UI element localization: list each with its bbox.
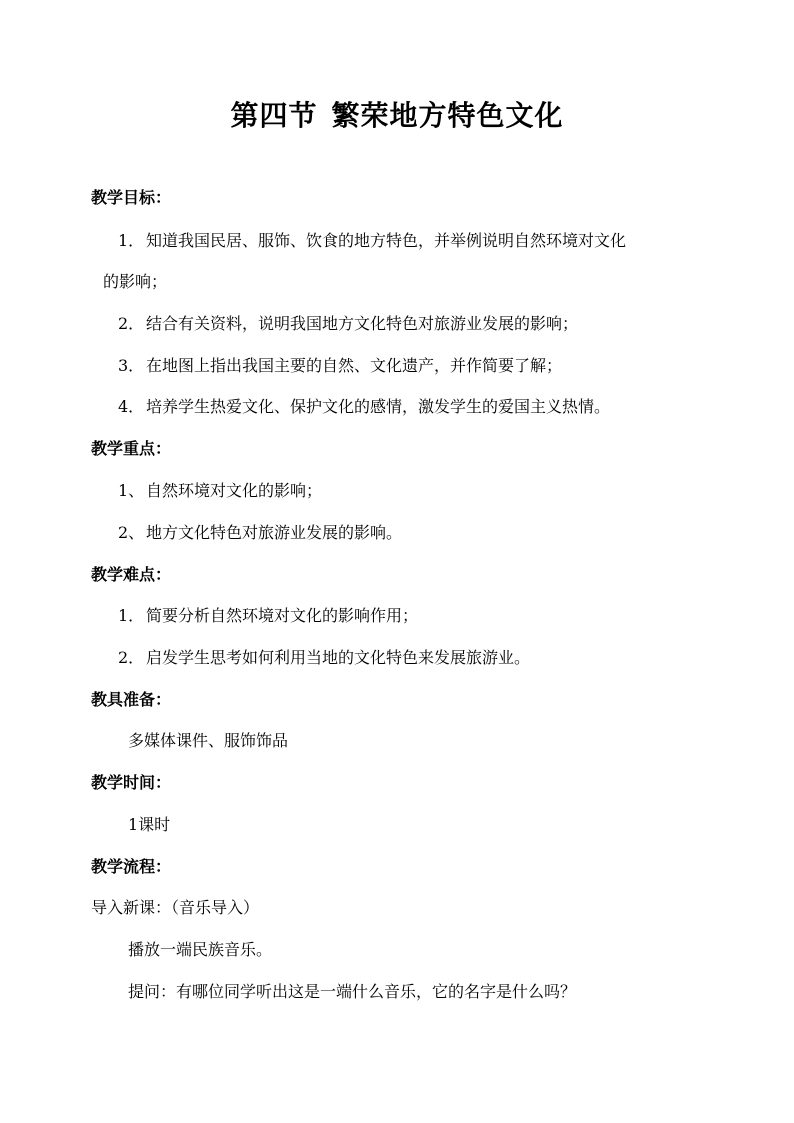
time-heading: 教学时间：	[91, 773, 172, 792]
objective-number: 3．	[118, 356, 145, 375]
process-heading: 教学流程：	[91, 857, 172, 876]
objective-item-2	[118, 312, 578, 336]
difficulties-heading: 教学难点：	[91, 565, 172, 584]
key-point-text: 地方文化特色对旅游业发展的影响。	[146, 523, 403, 542]
objective-item-4	[118, 395, 610, 419]
objective-text: 培养学生热爱文化、保护文化的感情，激发学生的爱国主义热情。	[146, 397, 611, 416]
objective-text: 在地图上指出我国主要的自然、文化遗产，并作简要了解；	[146, 356, 563, 375]
objective-text: 知道我国民居、服饰、饮食的地方特色，并举例说明自然环境对文化	[146, 231, 627, 250]
title-section-number: 第四节	[230, 99, 318, 132]
objective-number: 2．	[118, 314, 145, 333]
key-point-item-1	[118, 479, 322, 503]
process-line-1: 播放一端民族音乐。	[128, 940, 273, 959]
key-points-heading: 教学重点：	[91, 439, 172, 458]
time-text: 1课时	[128, 815, 171, 834]
materials-heading: 教具准备：	[91, 690, 172, 709]
objective-number: 4．	[118, 397, 145, 416]
process-line-2: 提问：有哪位同学听出这是一端什么音乐，它的名字是什么吗？	[128, 982, 577, 1001]
key-point-text: 自然环境对文化的影响；	[146, 481, 323, 500]
objective-item-1	[118, 229, 626, 253]
process-intro: 导入新课：（音乐导入）	[91, 898, 260, 917]
objective-number: 1．	[118, 231, 145, 250]
difficulty-text: 启发学生思考如何利用当地的文化特色来发展旅游业。	[146, 648, 531, 667]
key-point-item-2	[118, 521, 402, 545]
materials-text: 多媒体课件、服饰饰品	[128, 731, 289, 750]
objective-item-1-continuation: 的影响；	[103, 272, 168, 291]
title-section-name: 繁荣地方特色文化	[331, 99, 564, 132]
objective-text: 结合有关资料，说明我国地方文化特色对旅游业发展的影响；	[146, 314, 579, 333]
objectives-heading: 教学目标：	[91, 188, 172, 207]
difficulty-number: 2．	[118, 648, 145, 667]
difficulty-item-2	[118, 646, 530, 670]
difficulty-number: 1．	[118, 606, 145, 625]
difficulty-text: 简要分析自然环境对文化的影响作用；	[146, 606, 419, 625]
key-point-number: 1、	[118, 481, 145, 500]
page-title	[0, 96, 794, 136]
difficulty-item-1	[118, 604, 418, 628]
objective-item-3	[118, 354, 562, 378]
key-point-number: 2、	[118, 523, 145, 542]
